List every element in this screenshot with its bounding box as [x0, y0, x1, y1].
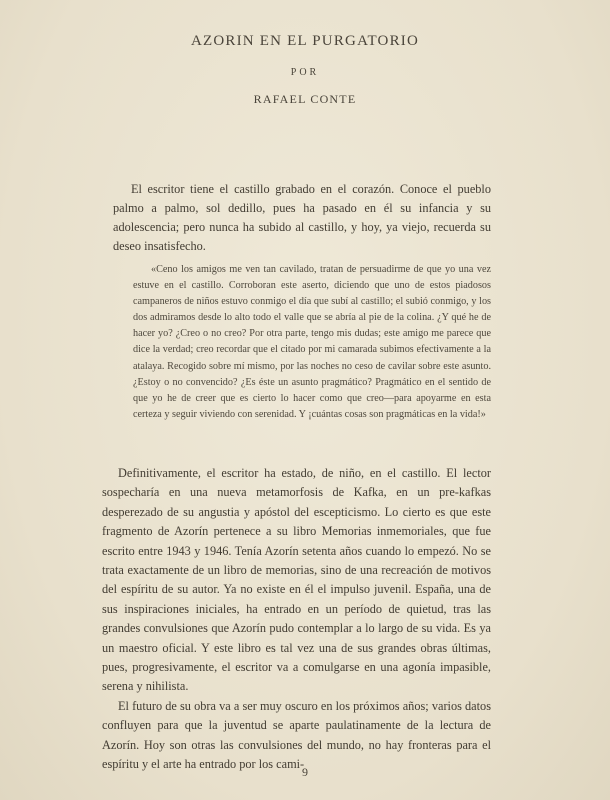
author-name: RAFAEL CONTE: [253, 92, 357, 106]
paragraph-2: Definitivamente, el escritor ha estado, de niño, en el castillo. El lector sospecharía en una nueva metamorfosis de Kafka, en un pre-kafkas desperezado de su angustia y apóstol del escepticismo. Lo cierto es que este fragmento de Azorín pertenece a su libro Memorias inmemoriales, que fue escrito entre 1943 y 1946. Tenía Azorín setenta años cuando lo empezó. No se trata exactamente de un libro de memorias, sino de una recreación de motivos del espíritu de su autor. Ya no existe en él el impulso juvenil. España, una de sus inspiraciones iniciales, ha entrado en un período de quietud, tras las grandes convulsiones que Azorín pudo contemplar a lo largo de su vida. Es ya un maestro oficial. Y este libro es tal vez una de sus grandes obras últimas, pues, progresivamente, el escritor va a comulgarse en una agonía impasible, serena y nihilista.: [102, 466, 491, 694]
byline-por: POR: [290, 67, 320, 78]
block-quote: «Ceno los amigos me ven tan cavilado, tratan de persuadirme de que yo una vez estuve en el castillo. Corroboran este aserto, diciendo que uno de estos piadosos campaneros de niños estuvo conmigo el día que subí al castillo; el subió conmigo, y los dos admiramos desde lo alto todo el valle que se abría al pie de la colina. ¿Y qué he de hacer yo? ¿Creo o no creo? Por otra parte, tengo mis dudas; este amigo me parece que dice la verdad; creo recordar que el citado por mi camarada subimos efectivamente a la atalaya. Recogido sobre mí mismo, por las noches no ceso de cavilar sobre este asunto. ¿Estoy o no convencido? ¿Es éste un asunto pragmático? Pragmático en el sentido de que yo he de creer que es cierto lo hacer como que creo—para apoyarme en esta certeza y seguir viviendo con serenidad. Y ¡cuántas cosas son pragmáticas en la vida!»: [133, 264, 491, 420]
article-title: AZORIN EN EL PURGATORIO: [190, 33, 419, 49]
paragraph-3: El futuro de su obra va a ser muy oscuro en los próximos años; varios datos confluyen para que la juventud se aparte paulatinamente de la lectura de Azorín. Hoy son otras las convulsiones del mundo, no hay fronteras para el espíritu y el arte ha entrado por los cami-: [102, 699, 491, 772]
page-number: 9: [302, 765, 308, 779]
paragraph-1: El escritor tiene el castillo grabado en el corazón. Conoce el pueblo palmo a palmo, sol dedillo, pues ha pasado en él su infancia y su adolescencia; pero nunca ha subido al castillo, y hoy, ya viejo, recuerda su deseo insatisfecho.: [113, 182, 491, 253]
